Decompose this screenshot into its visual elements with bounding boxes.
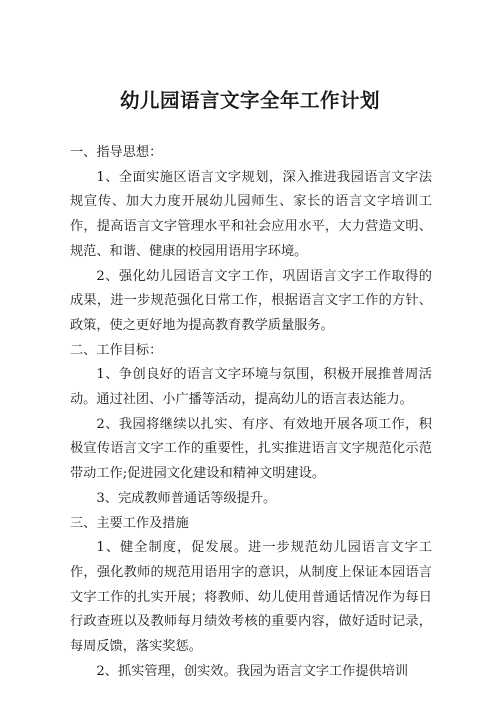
paragraph: 2、抓实管理，创实效。我园为语言文字工作提供培训 [96,663,409,679]
paragraph: 1、争创良好的语言文字环境与氛围，积极开展推普周活动。通过社团、小广播等活动，提高幼儿的语言表达能力。 [70,367,432,408]
document-body [70,141,432,684]
paragraph: 2、强化幼儿园语言文字工作，巩固语言文字工作取得的成果，进一步规范强化日常工作，根据语言文字工作的方针、政策，使之更好地为提高教育教学质量服务。 [70,268,432,333]
paragraph: 1、全面实施区语言文字规划，深入推进我园语言文字法规宣传、加大力度开展幼儿园师生、家长的语言文字培训工作，提高语言文字管理水平和社会应用水平，大力营造文明、规范、和谐、健康的校园用语用字环境。 [70,169,432,259]
section-heading-guiding-thought: 一、指导思想： [70,145,163,160]
section-heading-main-work: 三、主要工作及措施 [70,515,189,531]
document-title: 幼儿园语言文字全年工作计划 [119,89,380,112]
paragraph: 3、完成教师普通话等级提升。 [96,490,277,506]
paragraph: 1、健全制度，促发展。进一步规范幼儿园语言文字工作，强化教师的规范用语用字的意识，从制度上保证本园语言文字工作的扎实开展；将教师、幼儿使用普通话情况作为每日行政查班以及教师每月绩效考核的重要内容，做好适时记录，每周反馈，落实奖惩。 [70,540,432,655]
section-heading-work-goals: 二、工作目标： [70,342,163,358]
paragraph: 2、我园将继续以扎实、有序、有效地开展各项工作，积极宣传语言文字工作的重要性，扎实推进语言文字规范化示范带动工作;促进园文化建设和精神文明建设。 [70,416,432,482]
